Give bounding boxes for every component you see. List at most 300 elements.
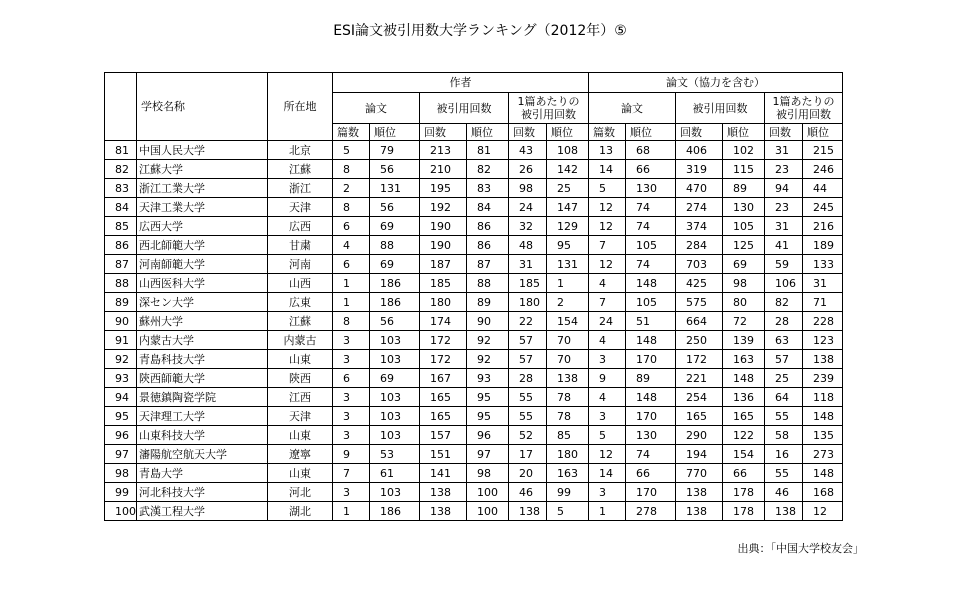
table-cell: 14: [589, 160, 626, 179]
table-cell: 82: [765, 293, 803, 312]
table-cell: 105: [723, 217, 765, 236]
table-cell: 12: [589, 217, 626, 236]
table-cell: 425: [676, 274, 723, 293]
table-cell: 46: [509, 483, 547, 502]
table-cell: 64: [765, 388, 803, 407]
header-school-name: 学校名称: [137, 73, 268, 141]
school-name: 天津工業大学: [137, 198, 268, 217]
rank-number: 96: [105, 426, 137, 445]
table-cell: 66: [626, 160, 676, 179]
table-cell: 147: [547, 198, 589, 217]
school-name: 中国人民大学: [137, 141, 268, 160]
table-cell: 87: [467, 255, 509, 274]
school-name: 青島科技大学: [137, 350, 268, 369]
table-cell: 187: [420, 255, 467, 274]
table-cell: 406: [676, 141, 723, 160]
table-cell: 12: [589, 198, 626, 217]
table-cell: 105: [626, 236, 676, 255]
table-cell: 95: [467, 388, 509, 407]
table-cell: 70: [547, 331, 589, 350]
table-cell: 228: [803, 312, 843, 331]
table-row: [105, 350, 843, 369]
table-cell: 148: [723, 369, 765, 388]
table-row: [105, 217, 843, 236]
table-cell: 239: [803, 369, 843, 388]
location: 湖北: [268, 502, 333, 521]
table-cell: 92: [467, 350, 509, 369]
header-times: 回数: [765, 124, 803, 141]
location: 遼寧: [268, 445, 333, 464]
table-cell: 167: [420, 369, 467, 388]
table-cell: 88: [370, 236, 420, 255]
table-cell: 170: [626, 350, 676, 369]
table-cell: 25: [547, 179, 589, 198]
table-cell: 254: [676, 388, 723, 407]
table-cell: 93: [467, 369, 509, 388]
table-cell: 103: [370, 483, 420, 502]
table-cell: 23: [765, 198, 803, 217]
school-name: 河南師範大学: [137, 255, 268, 274]
table-row: [105, 464, 843, 483]
table-cell: 770: [676, 464, 723, 483]
header-rank: 順位: [467, 124, 509, 141]
table-cell: 106: [765, 274, 803, 293]
table-cell: 5: [589, 179, 626, 198]
table-cell: 4: [589, 388, 626, 407]
table-cell: 4: [333, 236, 370, 255]
rank-number: 95: [105, 407, 137, 426]
school-name: 内蒙古大学: [137, 331, 268, 350]
table-cell: 186: [370, 274, 420, 293]
rank-number: 85: [105, 217, 137, 236]
table-cell: 100: [467, 502, 509, 521]
table-cell: 97: [467, 445, 509, 464]
table-cell: 7: [589, 293, 626, 312]
table-cell: 13: [589, 141, 626, 160]
rank-number: 92: [105, 350, 137, 369]
school-name: 河北科技大学: [137, 483, 268, 502]
header-paper-group: 論文（協力を含む）: [589, 73, 843, 93]
table-cell: 138: [547, 369, 589, 388]
header-count-papers: 篇数: [589, 124, 626, 141]
table-row: [105, 483, 843, 502]
table-cell: 185: [509, 274, 547, 293]
table-cell: 246: [803, 160, 843, 179]
table-cell: 88: [467, 274, 509, 293]
table-cell: 28: [509, 369, 547, 388]
table-cell: 168: [803, 483, 843, 502]
table-cell: 3: [333, 483, 370, 502]
table-cell: 170: [626, 407, 676, 426]
school-name: 広西大学: [137, 217, 268, 236]
table-cell: 82: [467, 160, 509, 179]
table-cell: 195: [420, 179, 467, 198]
table-cell: 130: [723, 198, 765, 217]
table-cell: 216: [803, 217, 843, 236]
table-cell: 69: [370, 217, 420, 236]
table-cell: 2: [333, 179, 370, 198]
table-cell: 48: [509, 236, 547, 255]
table-cell: 135: [803, 426, 843, 445]
location: 江蘇: [268, 312, 333, 331]
table-cell: 43: [509, 141, 547, 160]
table-cell: 3: [333, 388, 370, 407]
header-times: 回数: [509, 124, 547, 141]
table-cell: 3: [333, 426, 370, 445]
table-cell: 148: [803, 407, 843, 426]
rank-number: 81: [105, 141, 137, 160]
table-cell: 6: [333, 255, 370, 274]
table-cell: 122: [723, 426, 765, 445]
table-cell: 103: [370, 331, 420, 350]
table-cell: 92: [467, 331, 509, 350]
table-cell: 61: [370, 464, 420, 483]
table-cell: 138: [676, 502, 723, 521]
table-cell: 575: [676, 293, 723, 312]
table-cell: 1: [333, 502, 370, 521]
location: 山西: [268, 274, 333, 293]
table-cell: 180: [509, 293, 547, 312]
table-cell: 55: [765, 407, 803, 426]
header-row-group: [105, 73, 843, 93]
table-cell: 3: [589, 407, 626, 426]
school-name: 天津理工大学: [137, 407, 268, 426]
school-name: 青島大学: [137, 464, 268, 483]
table-cell: 102: [723, 141, 765, 160]
table-cell: 85: [547, 426, 589, 445]
header-author-citations: 被引用回数: [420, 93, 509, 124]
table-cell: 8: [333, 198, 370, 217]
table-cell: 55: [509, 388, 547, 407]
table-cell: 130: [626, 426, 676, 445]
table-cell: 138: [676, 483, 723, 502]
table-cell: 178: [723, 502, 765, 521]
table-cell: 95: [547, 236, 589, 255]
header-per-paper-line1: 1篇あたりの: [772, 95, 835, 108]
table-cell: 9: [589, 369, 626, 388]
table-cell: 98: [467, 464, 509, 483]
header-times: 回数: [420, 124, 467, 141]
table-cell: 374: [676, 217, 723, 236]
rank-number: 83: [105, 179, 137, 198]
ranking-table: [104, 72, 843, 521]
table-cell: 68: [626, 141, 676, 160]
table-cell: 210: [420, 160, 467, 179]
rank-number: 98: [105, 464, 137, 483]
table-cell: 103: [370, 388, 420, 407]
table-cell: 56: [370, 312, 420, 331]
table-cell: 157: [420, 426, 467, 445]
table-row: [105, 141, 843, 160]
table-cell: 664: [676, 312, 723, 331]
table-row: [105, 445, 843, 464]
location: 浙江: [268, 179, 333, 198]
header-rank: 順位: [626, 124, 676, 141]
school-name: 山東科技大学: [137, 426, 268, 445]
table-cell: 190: [420, 217, 467, 236]
location: 広西: [268, 217, 333, 236]
table-row: [105, 198, 843, 217]
source-note: 出典：「中国大学校友会」: [737, 542, 864, 555]
table-cell: 189: [803, 236, 843, 255]
table-cell: 86: [467, 217, 509, 236]
table-cell: 89: [467, 293, 509, 312]
school-name: 江蘇大学: [137, 160, 268, 179]
table-cell: 12: [803, 502, 843, 521]
table-cell: 56: [370, 160, 420, 179]
location: 江蘇: [268, 160, 333, 179]
table-cell: 74: [626, 198, 676, 217]
table-cell: 69: [370, 369, 420, 388]
location: 天津: [268, 407, 333, 426]
table-cell: 103: [370, 350, 420, 369]
table-cell: 185: [420, 274, 467, 293]
table-cell: 70: [547, 350, 589, 369]
table-cell: 25: [765, 369, 803, 388]
table-cell: 213: [420, 141, 467, 160]
table-cell: 9: [333, 445, 370, 464]
table-cell: 148: [803, 464, 843, 483]
table-cell: 31: [765, 141, 803, 160]
rank-number: 84: [105, 198, 137, 217]
header-per-paper-line1: 1篇あたりの: [517, 95, 580, 108]
table-cell: 215: [803, 141, 843, 160]
header-author-papers: 論文: [333, 93, 420, 124]
table-cell: 89: [626, 369, 676, 388]
location: 河北: [268, 483, 333, 502]
table-cell: 284: [676, 236, 723, 255]
table-cell: 148: [626, 274, 676, 293]
table-cell: 3: [589, 483, 626, 502]
table-cell: 58: [765, 426, 803, 445]
table-cell: 165: [420, 407, 467, 426]
table-cell: 131: [370, 179, 420, 198]
table-cell: 138: [803, 350, 843, 369]
table-cell: 103: [370, 407, 420, 426]
rank-number: 93: [105, 369, 137, 388]
table-cell: 172: [676, 350, 723, 369]
table-cell: 4: [589, 274, 626, 293]
table-cell: 470: [676, 179, 723, 198]
rank-number: 88: [105, 274, 137, 293]
table-cell: 51: [626, 312, 676, 331]
table-cell: 174: [420, 312, 467, 331]
table-cell: 165: [676, 407, 723, 426]
table-cell: 274: [676, 198, 723, 217]
table-cell: 163: [547, 464, 589, 483]
table-cell: 23: [765, 160, 803, 179]
table-cell: 74: [626, 217, 676, 236]
table-cell: 74: [626, 255, 676, 274]
table-cell: 57: [509, 350, 547, 369]
table-cell: 55: [765, 464, 803, 483]
rank-number: 99: [105, 483, 137, 502]
table-row: [105, 331, 843, 350]
table-row: [105, 502, 843, 521]
table-cell: 44: [803, 179, 843, 198]
table-cell: 95: [467, 407, 509, 426]
table-cell: 12: [589, 445, 626, 464]
table-cell: 141: [420, 464, 467, 483]
rank-number: 91: [105, 331, 137, 350]
table-cell: 138: [509, 502, 547, 521]
table-row: [105, 179, 843, 198]
table-cell: 22: [509, 312, 547, 331]
table-cell: 250: [676, 331, 723, 350]
table-cell: 52: [509, 426, 547, 445]
table-row: [105, 236, 843, 255]
school-name: 浙江工業大学: [137, 179, 268, 198]
table-cell: 98: [509, 179, 547, 198]
header-author-group: 作者: [333, 73, 589, 93]
table-cell: 5: [333, 141, 370, 160]
table-cell: 5: [547, 502, 589, 521]
location: 山東: [268, 464, 333, 483]
table-cell: 123: [803, 331, 843, 350]
table-row: [105, 312, 843, 331]
table-cell: 100: [467, 483, 509, 502]
table-cell: 98: [723, 274, 765, 293]
table-cell: 31: [765, 217, 803, 236]
table-cell: 31: [803, 274, 843, 293]
table-cell: 194: [676, 445, 723, 464]
table-cell: 142: [547, 160, 589, 179]
page-title: ESI論文被引用数大学ランキング（2012年）⑤: [333, 23, 627, 39]
table-cell: 165: [420, 388, 467, 407]
table-cell: 2: [547, 293, 589, 312]
table-cell: 56: [370, 198, 420, 217]
table-cell: 1: [333, 293, 370, 312]
location: 広東: [268, 293, 333, 312]
table-cell: 5: [589, 426, 626, 445]
table-cell: 79: [370, 141, 420, 160]
school-name: 景徳鎮陶瓷学院: [137, 388, 268, 407]
header-per-paper-line2: 被引用回数: [776, 108, 831, 121]
table-row: [105, 426, 843, 445]
table-cell: 89: [723, 179, 765, 198]
table-cell: 74: [626, 445, 676, 464]
table-cell: 24: [509, 198, 547, 217]
rank-number: 90: [105, 312, 137, 331]
table-cell: 131: [547, 255, 589, 274]
table-row: [105, 293, 843, 312]
table-cell: 57: [765, 350, 803, 369]
table-cell: 163: [723, 350, 765, 369]
table-cell: 6: [333, 217, 370, 236]
table-row: [105, 255, 843, 274]
table-cell: 172: [420, 350, 467, 369]
location: 北京: [268, 141, 333, 160]
table-row: [105, 160, 843, 179]
table-cell: 41: [765, 236, 803, 255]
table-cell: 3: [333, 407, 370, 426]
header-count-papers: 篇数: [333, 124, 370, 141]
table-cell: 319: [676, 160, 723, 179]
school-name: 西北師範大学: [137, 236, 268, 255]
header-per-paper-line2: 被引用回数: [521, 108, 576, 121]
rank-number: 100: [105, 502, 137, 521]
table-cell: 57: [509, 331, 547, 350]
table-cell: 81: [467, 141, 509, 160]
header-rank: 順位: [370, 124, 420, 141]
table-cell: 151: [420, 445, 467, 464]
ranking-rows: [105, 141, 843, 521]
header-times: 回数: [676, 124, 723, 141]
table-cell: 28: [765, 312, 803, 331]
school-name: 陝西師範大学: [137, 369, 268, 388]
table-cell: 192: [420, 198, 467, 217]
table-cell: 16: [765, 445, 803, 464]
table-cell: 7: [333, 464, 370, 483]
table-cell: 17: [509, 445, 547, 464]
rank-number: 97: [105, 445, 137, 464]
location: 山東: [268, 350, 333, 369]
table-cell: 94: [765, 179, 803, 198]
table-cell: 170: [626, 483, 676, 502]
table-cell: 80: [723, 293, 765, 312]
location: 陝西: [268, 369, 333, 388]
table-cell: 103: [370, 426, 420, 445]
header-paper-per-paper: [765, 93, 843, 124]
table-cell: 69: [370, 255, 420, 274]
table-row: [105, 388, 843, 407]
table-cell: 1: [333, 274, 370, 293]
table-cell: 72: [723, 312, 765, 331]
table-cell: 278: [626, 502, 676, 521]
table-cell: 154: [547, 312, 589, 331]
table-cell: 26: [509, 160, 547, 179]
table-cell: 3: [333, 331, 370, 350]
table-cell: 8: [333, 312, 370, 331]
rank-number: 89: [105, 293, 137, 312]
table-cell: 53: [370, 445, 420, 464]
table-cell: 1: [589, 502, 626, 521]
table-cell: 138: [765, 502, 803, 521]
table-cell: 4: [589, 331, 626, 350]
header-no: [105, 73, 137, 141]
table-cell: 78: [547, 388, 589, 407]
location: 河南: [268, 255, 333, 274]
table-cell: 31: [509, 255, 547, 274]
table-cell: 125: [723, 236, 765, 255]
school-name: 深セン大学: [137, 293, 268, 312]
table-cell: 14: [589, 464, 626, 483]
table-cell: 118: [803, 388, 843, 407]
school-name: 山西医科大学: [137, 274, 268, 293]
table-cell: 180: [420, 293, 467, 312]
table-cell: 138: [420, 483, 467, 502]
table-cell: 8: [333, 160, 370, 179]
table-cell: 178: [723, 483, 765, 502]
table-row: [105, 274, 843, 293]
table-cell: 63: [765, 331, 803, 350]
table-cell: 105: [626, 293, 676, 312]
header-author-per-paper: [509, 93, 589, 124]
table-cell: 12: [589, 255, 626, 274]
location: 江西: [268, 388, 333, 407]
header-rank: 順位: [803, 124, 843, 141]
table-cell: 66: [723, 464, 765, 483]
table-cell: 6: [333, 369, 370, 388]
table-cell: 24: [589, 312, 626, 331]
table-cell: 69: [723, 255, 765, 274]
header-rank: 順位: [547, 124, 589, 141]
table-cell: 136: [723, 388, 765, 407]
table-cell: 108: [547, 141, 589, 160]
table-cell: 96: [467, 426, 509, 445]
table-cell: 148: [626, 388, 676, 407]
table-cell: 154: [723, 445, 765, 464]
